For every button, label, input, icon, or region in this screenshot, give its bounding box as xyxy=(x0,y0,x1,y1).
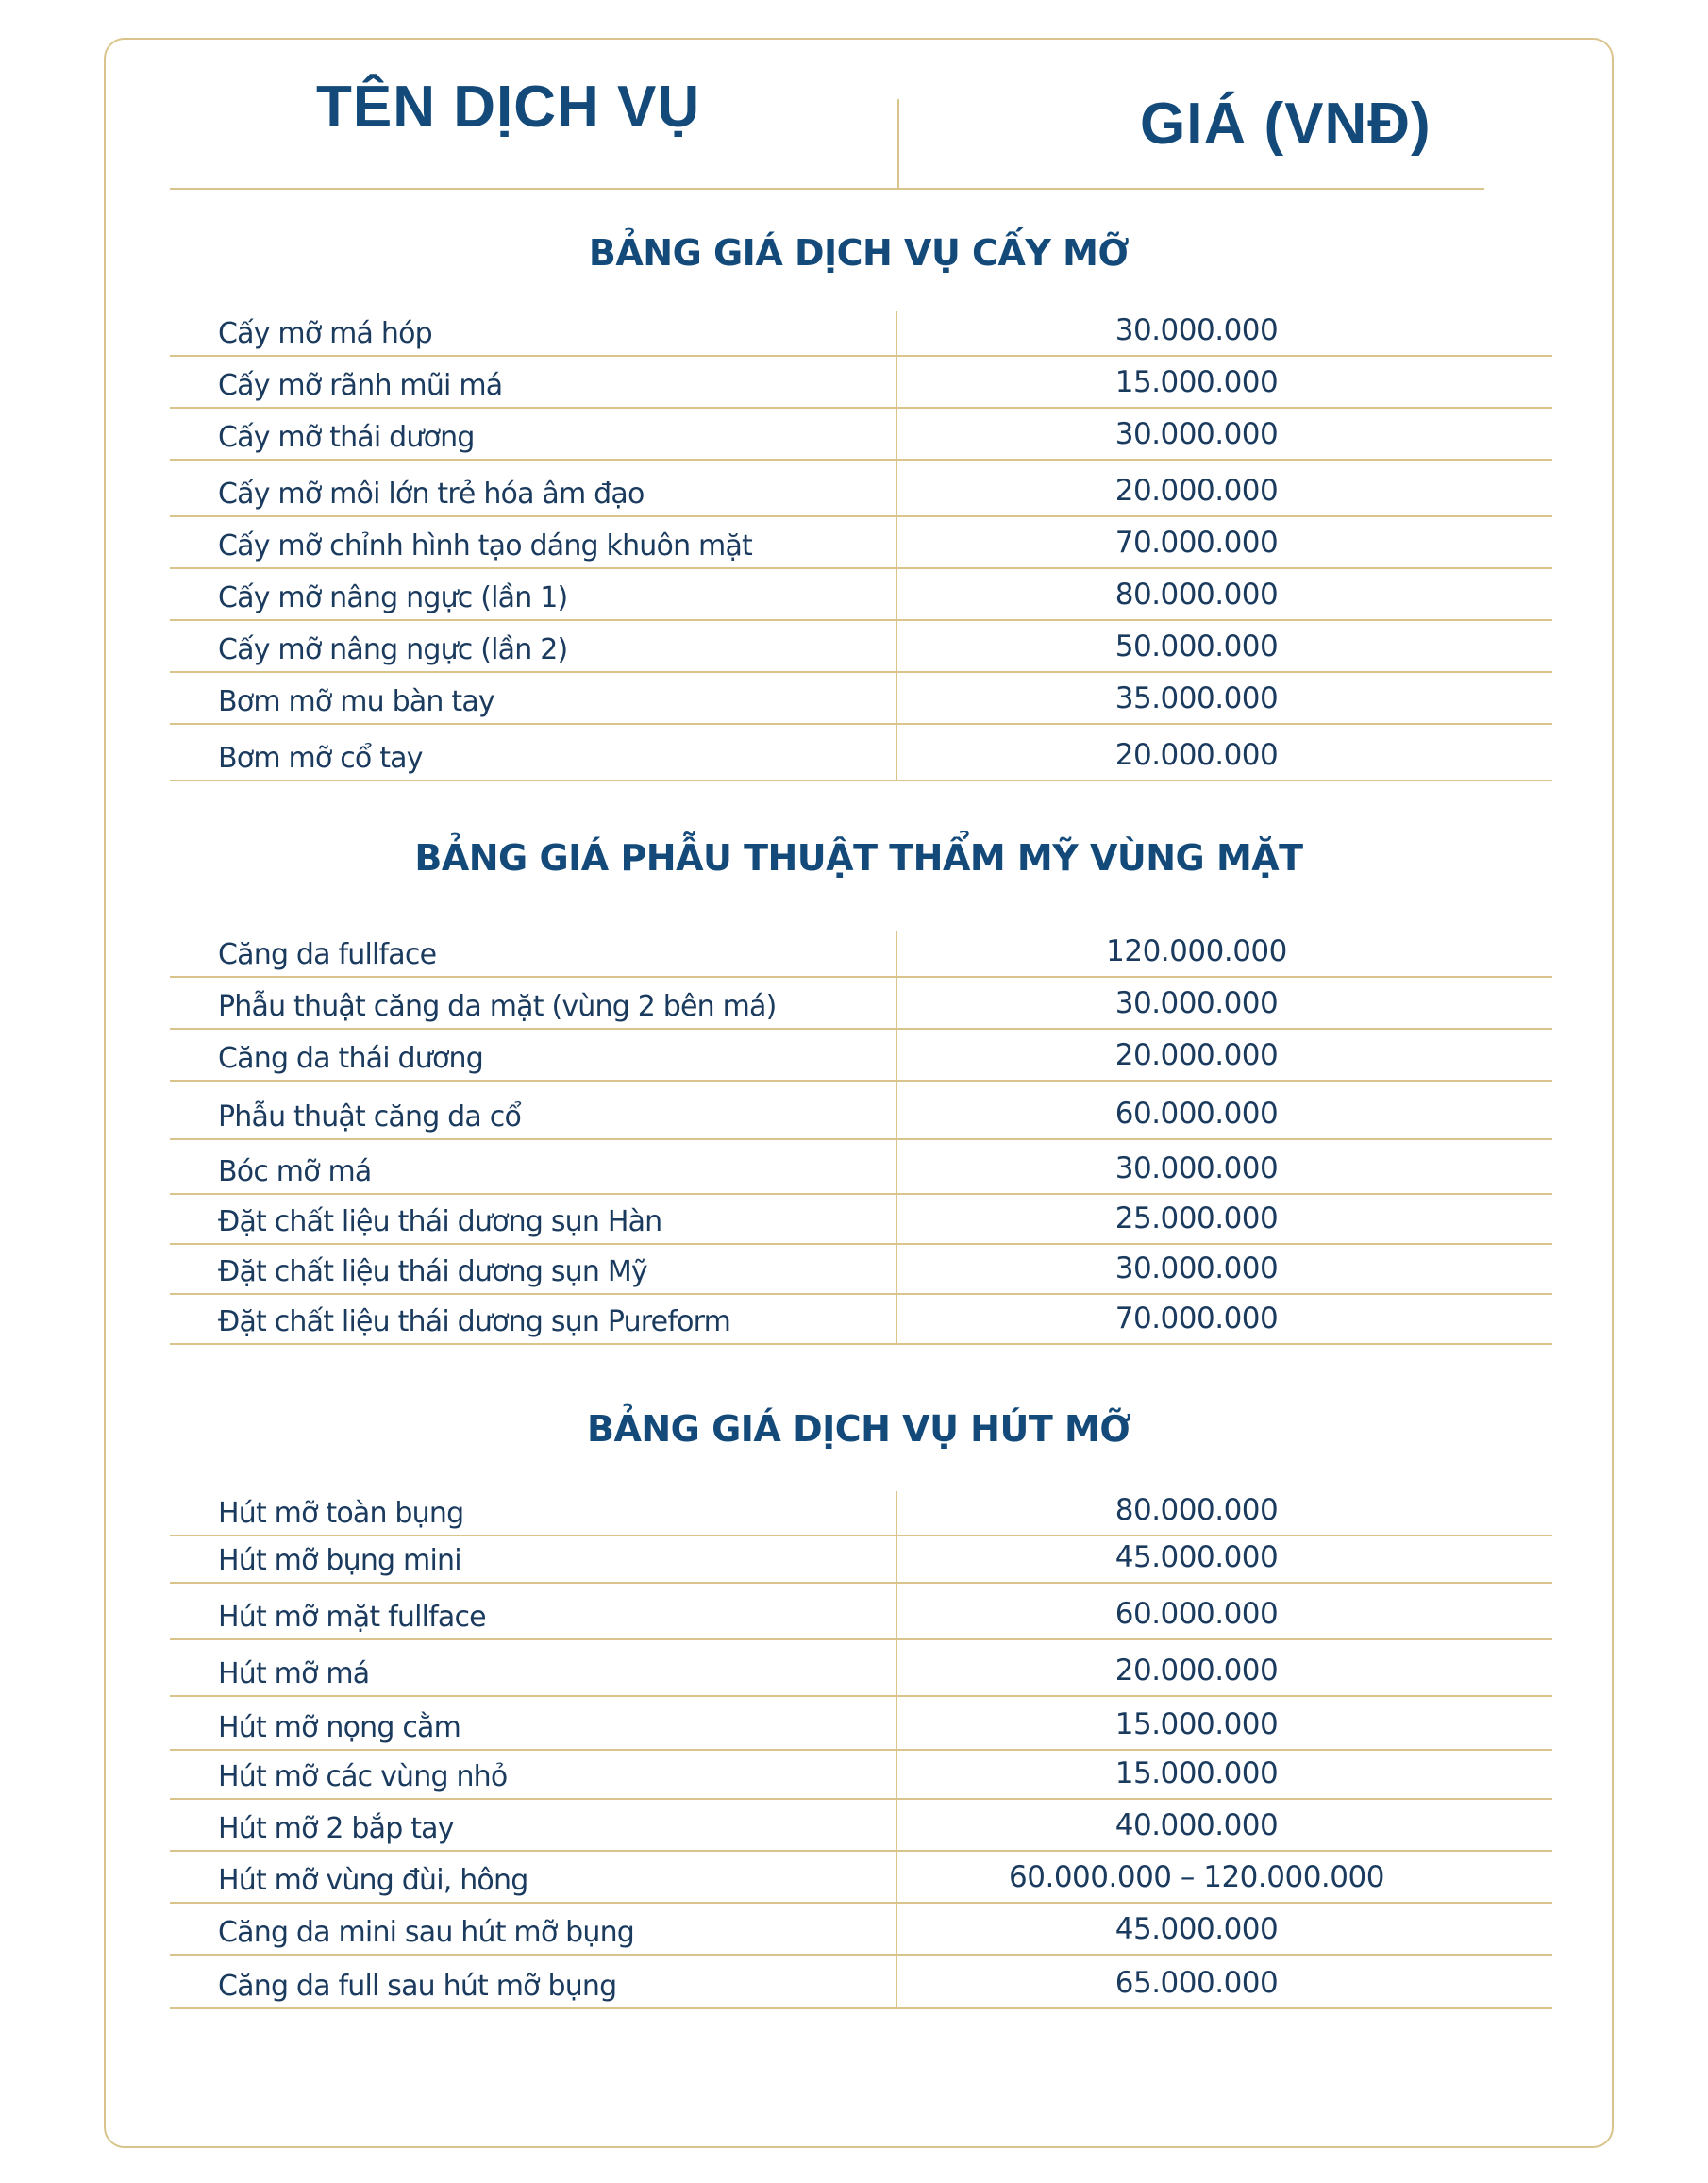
service-price: 60.000.000 xyxy=(1114,1597,1279,1631)
header-divider-vertical xyxy=(897,99,899,189)
table-row xyxy=(170,1584,1552,1640)
service-name: Bóc mỡ má xyxy=(170,1140,897,1193)
section-title-liposuction: BẢNG GIÁ DỊCH VỤ HÚT MỠ xyxy=(587,1408,1130,1450)
service-price: 30.000.000 xyxy=(1114,1251,1279,1285)
service-name: Phẫu thuật căng da mặt (vùng 2 bên má) xyxy=(170,978,897,1028)
section-title-fat-grafting: BẢNG GIÁ DỊCH VỤ CẤY MỠ xyxy=(588,232,1130,274)
table-row xyxy=(170,1751,1552,1800)
table-row xyxy=(170,569,1552,621)
table-row xyxy=(170,1697,1552,1751)
table-row xyxy=(170,1852,1552,1904)
service-price: 60.000.000 xyxy=(1114,1097,1279,1131)
table-row xyxy=(170,1295,1552,1345)
service-name: Hút mỡ bụng mini xyxy=(170,1536,897,1582)
column-header-service-name: TÊN DỊCH VỤ xyxy=(316,75,701,140)
service-name: Hút mỡ toàn bụng xyxy=(170,1491,897,1535)
service-price: 120.000.000 xyxy=(1106,934,1287,968)
service-name: Phẫu thuật căng da cổ xyxy=(170,1082,897,1138)
service-price: 40.000.000 xyxy=(1114,1808,1279,1842)
table-row xyxy=(170,517,1552,569)
service-price: 20.000.000 xyxy=(1114,738,1279,772)
service-price: 20.000.000 xyxy=(1114,1038,1279,1072)
price-table-facial-surgery xyxy=(170,931,1552,1345)
table-row xyxy=(170,621,1552,673)
service-price: 70.000.000 xyxy=(1114,526,1279,560)
table-row xyxy=(170,673,1552,725)
service-name: Căng da fullface xyxy=(170,931,897,976)
header-divider-horizontal xyxy=(170,188,1484,190)
table-row xyxy=(170,409,1552,461)
service-price: 30.000.000 xyxy=(1114,417,1279,451)
price-table-fat-grafting xyxy=(170,311,1552,781)
service-name: Căng da mini sau hút mỡ bụng xyxy=(170,1904,897,1954)
service-price: 15.000.000 xyxy=(1114,1707,1279,1741)
service-price: 20.000.000 xyxy=(1114,474,1279,508)
table-row xyxy=(170,725,1552,781)
table-row xyxy=(170,461,1552,517)
table-row xyxy=(170,978,1552,1030)
service-price: 35.000.000 xyxy=(1114,681,1279,715)
column-header-price: GIÁ (VNĐ) xyxy=(1140,92,1432,157)
service-price: 80.000.000 xyxy=(1114,1493,1279,1527)
service-price: 80.000.000 xyxy=(1114,578,1279,612)
service-name: Đặt chất liệu thái dương sụn Mỹ xyxy=(170,1245,897,1293)
table-row xyxy=(170,1536,1552,1584)
table-row xyxy=(170,1800,1552,1852)
table-row xyxy=(170,1082,1552,1140)
service-name: Cấy mỡ nâng ngực (lần 2) xyxy=(170,621,897,671)
service-name: Căng da thái dương xyxy=(170,1030,897,1080)
service-name: Cấy mỡ má hóp xyxy=(170,311,897,355)
service-price: 65.000.000 xyxy=(1114,1966,1279,2000)
service-price: 45.000.000 xyxy=(1114,1912,1279,1946)
table-row xyxy=(170,1030,1552,1082)
service-price: 30.000.000 xyxy=(1114,1151,1279,1185)
service-name: Cấy mỡ môi lớn trẻ hóa âm đạo xyxy=(170,461,897,515)
table-row xyxy=(170,1640,1552,1697)
table-row xyxy=(170,1956,1552,2009)
table-row xyxy=(170,1904,1552,1956)
service-name: Hút mỡ các vùng nhỏ xyxy=(170,1751,897,1798)
service-price: 60.000.000 – 120.000.000 xyxy=(1009,1860,1384,1894)
service-name: Căng da full sau hút mỡ bụng xyxy=(170,1956,897,2007)
service-name: Đặt chất liệu thái dương sụn Pureform xyxy=(170,1295,897,1343)
service-name: Cấy mỡ nâng ngực (lần 1) xyxy=(170,569,897,619)
table-row xyxy=(170,311,1552,357)
service-price: 15.000.000 xyxy=(1114,365,1279,399)
service-price: 25.000.000 xyxy=(1114,1201,1279,1235)
table-row xyxy=(170,1140,1552,1195)
table-row xyxy=(170,357,1552,409)
service-name: Hút mỡ 2 bắp tay xyxy=(170,1800,897,1850)
service-name: Cấy mỡ chỉnh hình tạo dáng khuôn mặt xyxy=(170,517,897,567)
service-name: Hút mỡ nọng cằm xyxy=(170,1697,897,1749)
service-price: 30.000.000 xyxy=(1114,313,1279,347)
service-price: 30.000.000 xyxy=(1114,986,1279,1020)
service-name: Cấy mỡ rãnh mũi má xyxy=(170,357,897,407)
service-name: Bơm mỡ cổ tay xyxy=(170,725,897,780)
service-name: Bơm mỡ mu bàn tay xyxy=(170,673,897,723)
service-price: 70.000.000 xyxy=(1114,1301,1279,1335)
service-name: Hút mỡ vùng đùi, hông xyxy=(170,1852,897,1902)
service-price: 20.000.000 xyxy=(1114,1654,1279,1688)
service-name: Hút mỡ má xyxy=(170,1640,897,1695)
table-row xyxy=(170,931,1552,978)
section-title-facial-surgery: BẢNG GIÁ PHẪU THUẬT THẨM MỸ VÙNG MẶT xyxy=(414,837,1303,879)
service-name: Hút mỡ mặt fullface xyxy=(170,1584,897,1638)
table-row xyxy=(170,1245,1552,1295)
price-table-liposuction xyxy=(170,1491,1552,2009)
service-name: Đặt chất liệu thái dương sụn Hàn xyxy=(170,1195,897,1243)
service-name: Cấy mỡ thái dương xyxy=(170,409,897,459)
table-row xyxy=(170,1491,1552,1536)
service-price: 45.000.000 xyxy=(1114,1540,1279,1574)
service-price: 50.000.000 xyxy=(1114,630,1279,663)
table-row xyxy=(170,1195,1552,1245)
service-price: 15.000.000 xyxy=(1114,1756,1279,1790)
